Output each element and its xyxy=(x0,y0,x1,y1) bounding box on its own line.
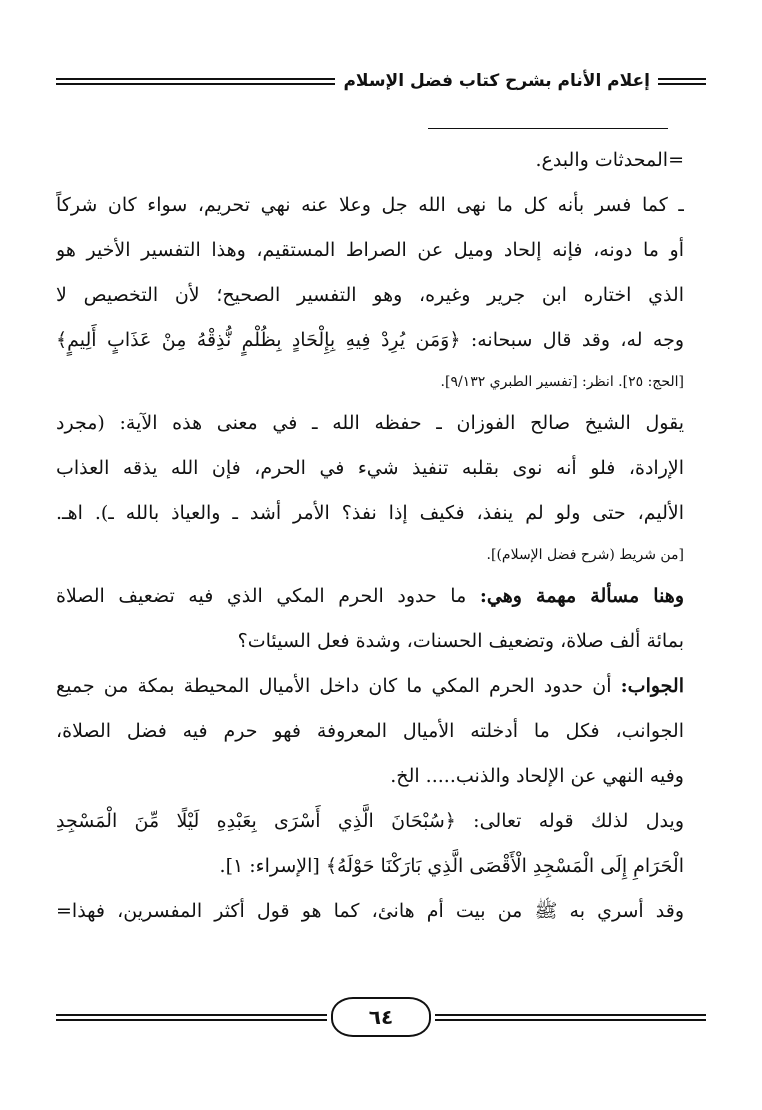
text-line xyxy=(56,574,684,619)
line-text: ـ كما فسر بأنه كل ما نهى الله جل وعلا عنه نهي تحريم، سواء كان شركاً xyxy=(56,194,684,216)
line-text: يقول الشيخ صالح الفوزان ـ حفظه الله ـ في معنى هذه الآية: (مجرد xyxy=(56,412,684,434)
text-line xyxy=(56,799,684,844)
line-text: الإرادة، فلو أنه نوى بقلبه تنفيذ شيء في الحرم، فإن الله يذقه العذاب xyxy=(56,457,684,479)
text-line xyxy=(56,363,684,401)
line-text: ويدل لذلك قوله تعالى: ﴿سُبْحَانَ الَّذِي أَسْرَى بِعَبْدِهِ لَيْلًا مِّنَ الْمَسْجِدِ xyxy=(56,810,684,832)
line-text: وجه له، وقد قال سبحانه: ﴿وَمَن يُرِدْ فِيهِ بِإِلْحَادٍ بِظُلْمٍ نُّذِقْهُ مِنْ عَذَابٍ أَلِيمٍ﴾ xyxy=(56,329,684,351)
text-line xyxy=(56,183,684,228)
text-line xyxy=(56,754,684,799)
page-body xyxy=(56,138,684,934)
text-line xyxy=(56,664,684,709)
line-text: وفيه النهي عن الإلحاد والذنب..... الخ. xyxy=(390,765,684,787)
line-text: [من شريط (شرح فضل الإسلام)]. xyxy=(486,547,684,563)
lead-term: وهنا مسألة مهمة وهي: xyxy=(479,585,684,607)
text-line xyxy=(56,401,684,446)
line-text: ما حدود الحرم المكي الذي فيه تضعيف الصلاة xyxy=(56,585,480,607)
page-number: ٦٤ xyxy=(331,997,431,1037)
line-text: بمائة ألف صلاة، وتضعيف الحسنات، وشدة فعل السيئات؟ xyxy=(237,630,684,652)
line-text: أو ما دونه، فإنه إلحاد وميل عن الصراط المستقيم، وهذا التفسير الأخير هو xyxy=(56,239,684,261)
book-title: إعلام الأنام بشرح كتاب فضل الإسلام xyxy=(343,70,650,91)
text-line xyxy=(56,491,684,536)
text-line xyxy=(56,889,684,934)
running-header xyxy=(56,66,706,96)
top-divider xyxy=(428,128,668,129)
header-rule-right xyxy=(658,78,706,85)
line-text: الذي اختاره ابن جرير وغيره، وهو التفسير الصحيح؛ لأن التخصيص لا xyxy=(56,284,684,306)
header-rule-left xyxy=(56,78,335,85)
text-line xyxy=(56,273,684,318)
text-line xyxy=(56,318,684,363)
text-line xyxy=(56,536,684,574)
line-text: الأليم، حتى ولو لم ينفذ، فكيف إذا نفذ؟ الأمر أشد ـ والعياذ بالله ـ). اهـ. xyxy=(56,502,684,524)
line-text: =المحدثات والبدع. xyxy=(535,149,684,171)
lead-term: الجواب: xyxy=(620,675,684,697)
text-line xyxy=(56,844,684,889)
footer-rule-left xyxy=(56,1014,327,1021)
line-text: وقد أسري به ﷺ من بيت أم هانئ، كما هو قول أكثر المفسرين، فهذا= xyxy=(56,900,684,922)
text-line xyxy=(56,446,684,491)
text-line xyxy=(56,709,684,754)
text-line xyxy=(56,619,684,664)
text-line xyxy=(56,138,684,183)
line-text: الجوانب، فكل ما أدخلته الأميال المعروفة فهو حرم فيه فضل الصلاة، xyxy=(56,720,684,742)
line-text: الْحَرَامِ إِلَى الْمَسْجِدِ الْأَقْصَى الَّذِي بَارَكْنَا حَوْلَهُ﴾ [الإسراء: ١]. xyxy=(219,855,684,877)
line-text: أن حدود الحرم المكي ما كان داخل الأميال المحيطة بمكة من جميع xyxy=(56,675,621,697)
line-text: [الحج: ٢٥]. انظر: [تفسير الطبري ٩/١٣٢]. xyxy=(440,374,684,390)
page-footer xyxy=(56,992,706,1042)
text-line xyxy=(56,228,684,273)
footer-rule-right xyxy=(435,1014,706,1021)
